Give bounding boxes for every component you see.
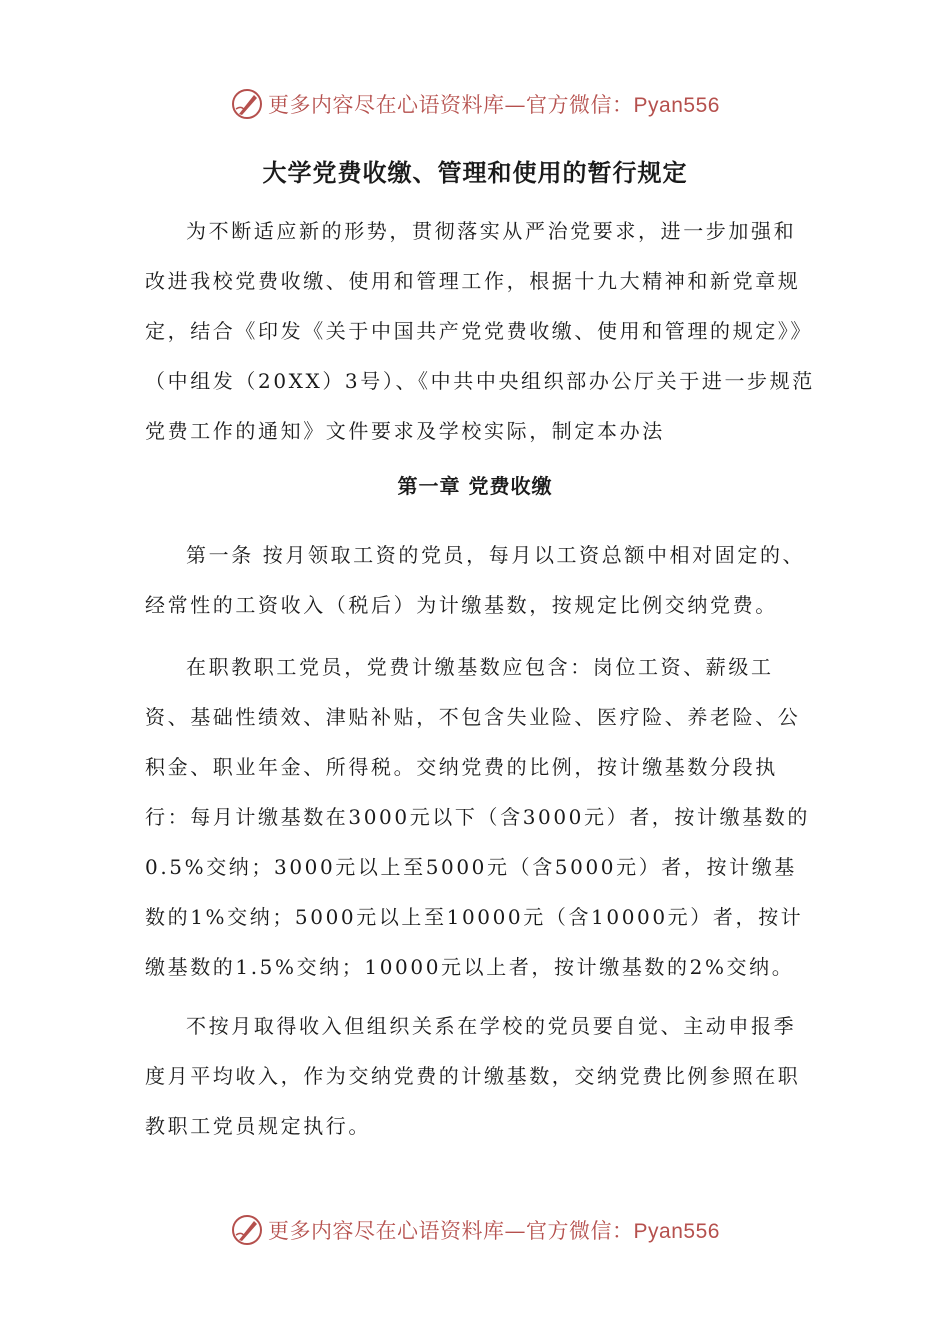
quill-logo-icon: [230, 1213, 264, 1247]
chapter-heading: 第一章 党费收缴: [397, 474, 553, 498]
non-monthly-income-paragraph: 不按月取得收入但组织关系在学校的党员要自觉、主动申报季度月平均收入，作为交纳党费的计缴基数，交纳党费比例参照在职教职工党员规定执行。: [145, 1014, 801, 1138]
banner-text: 更多内容尽在心语资料库—官方微信：Pyan556: [268, 93, 720, 117]
wechat-id: Pyan556: [633, 1220, 720, 1243]
banner-text: 更多内容尽在心语资料库—官方微信：Pyan556: [268, 1219, 720, 1243]
quill-logo-icon: [230, 87, 264, 121]
intro-paragraph: 为不断适应新的形势，贯彻落实从严治党要求，进一步加强和改进我校党费收缴、使用和管理工作，根据十九大精神和新党章规定，结合《印发《关于中国共产党党费收缴、使用和管理的规定》》（中组发（20XX）3号）、《中共中央组织部办公厅关于进一步规范党费工作的通知》文件要求及学校实际，制定本办法: [145, 219, 815, 443]
document-title: 大学党费收缴、管理和使用的暂行规定: [262, 158, 688, 187]
staff-contribution-paragraph: 在职教职工党员，党费计缴基数应包含：岗位工资、薪级工资、基础性绩效、津贴补贴，不包含失业险、医疗险、养老险、公积金、职业年金、所得税。交纳党费的比例，按计缴基数分段执行：每月计缴基数在3000元以下（含3000元）者，按计缴基数的0.5%交纳；3000元以上至5000元（含5000元）者，按计缴基数的1%交纳；5000元以上至10000元（含10000元）者，按计缴基数的1.5%交纳；10000元以上者，按计缴基数的2%交纳。: [145, 655, 810, 979]
header-banner: [0, 84, 950, 124]
footer-banner: [0, 1210, 950, 1250]
article-1-paragraph: 第一条 按月领取工资的党员，每月以工资总额中相对固定的、经常性的工资收入（税后）为计缴基数，按规定比例交纳党费。: [145, 543, 806, 617]
wechat-id: Pyan556: [633, 94, 720, 117]
